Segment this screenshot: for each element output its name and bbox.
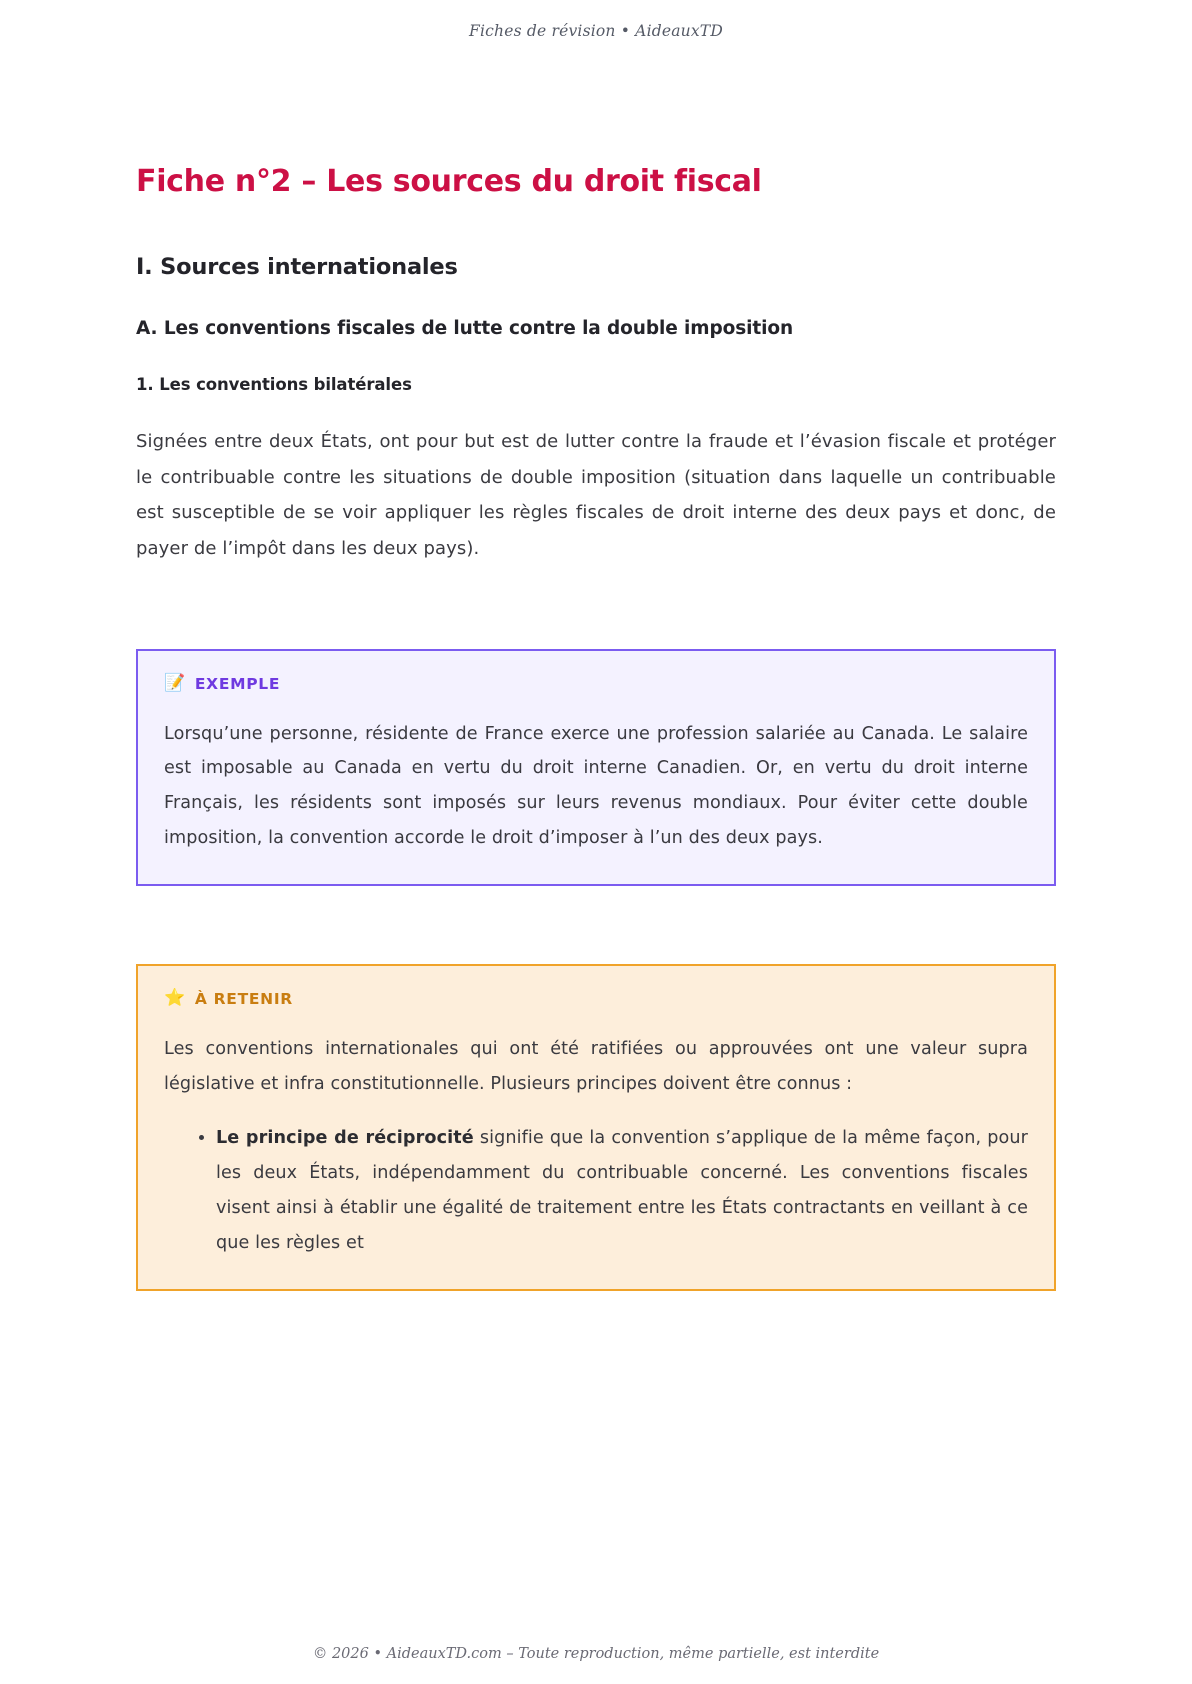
callout-example-text: Lorsqu’une personne, résidente de France exerce une profession salariée au Canada. Le salaire est imposable au Canada en vertu du droit interne Canadien. Or, en vertu du droit interne Français, les résidents sont imposés sur leurs revenus mondiaux. Pour éviter cette double imposition, la convention accorde le droit d’imposer à l’un des deux pays.	[164, 723, 1028, 848]
callout-example	[136, 649, 1056, 886]
callout-example-label: EXEMPLE	[194, 674, 281, 693]
callout-retenir-list	[164, 1121, 1028, 1260]
page-title: Fiche n°2 – Les sources du droit fiscal	[136, 164, 762, 199]
memo-pencil-icon: 📝	[164, 673, 186, 693]
callout-a-retenir	[136, 964, 1056, 1291]
list-item-rest: signifie que la convention s’applique de la même façon, pour les deux États, indépendamment du contribuable concerné. Les conventions fiscales visent ainsi à établir une égalité de traitement entre les États contractants en veillant à ce que les règles et	[216, 1128, 1028, 1253]
page-footer: © 2026 • AideauxTD.com – Toute reproduction, même partielle, est interdite	[312, 1646, 880, 1662]
list-item	[216, 1121, 1028, 1260]
callout-example-header	[164, 675, 1028, 693]
body-paragraph-1: Signées entre deux États, ont pour but est de lutter contre la fraude et l’évasion fiscale et protéger le contribuable contre les situations de double imposition (situation dans laquelle un contribuable est susceptible de se voir appliquer les règles fiscales de droit interne des deux pays et donc, de payer de l’impôt dans les deux pays).	[136, 431, 1056, 559]
subsubsection-heading-1: 1. Les conventions bilatérales	[136, 375, 412, 394]
callout-retenir-text: Les conventions internationales qui ont été ratifiées ou approuvées ont une valeur supra législative et infra constitutionnelle. Plusieurs principes doivent être connus :	[164, 1038, 1028, 1094]
document-content	[0, 40, 1192, 1588]
section-heading-1: I. Sources internationales	[136, 254, 458, 280]
callout-retenir-label: À RETENIR	[194, 989, 293, 1008]
star-icon: ⭐	[164, 988, 186, 1009]
subsection-heading-a: A. Les conventions fiscales de lutte contre la double imposition	[136, 318, 794, 339]
running-header: Fiches de révision • AideauxTD	[469, 22, 723, 40]
list-item-strong: Le principe de réciprocité	[216, 1128, 474, 1149]
callout-retenir-header	[164, 990, 1028, 1008]
